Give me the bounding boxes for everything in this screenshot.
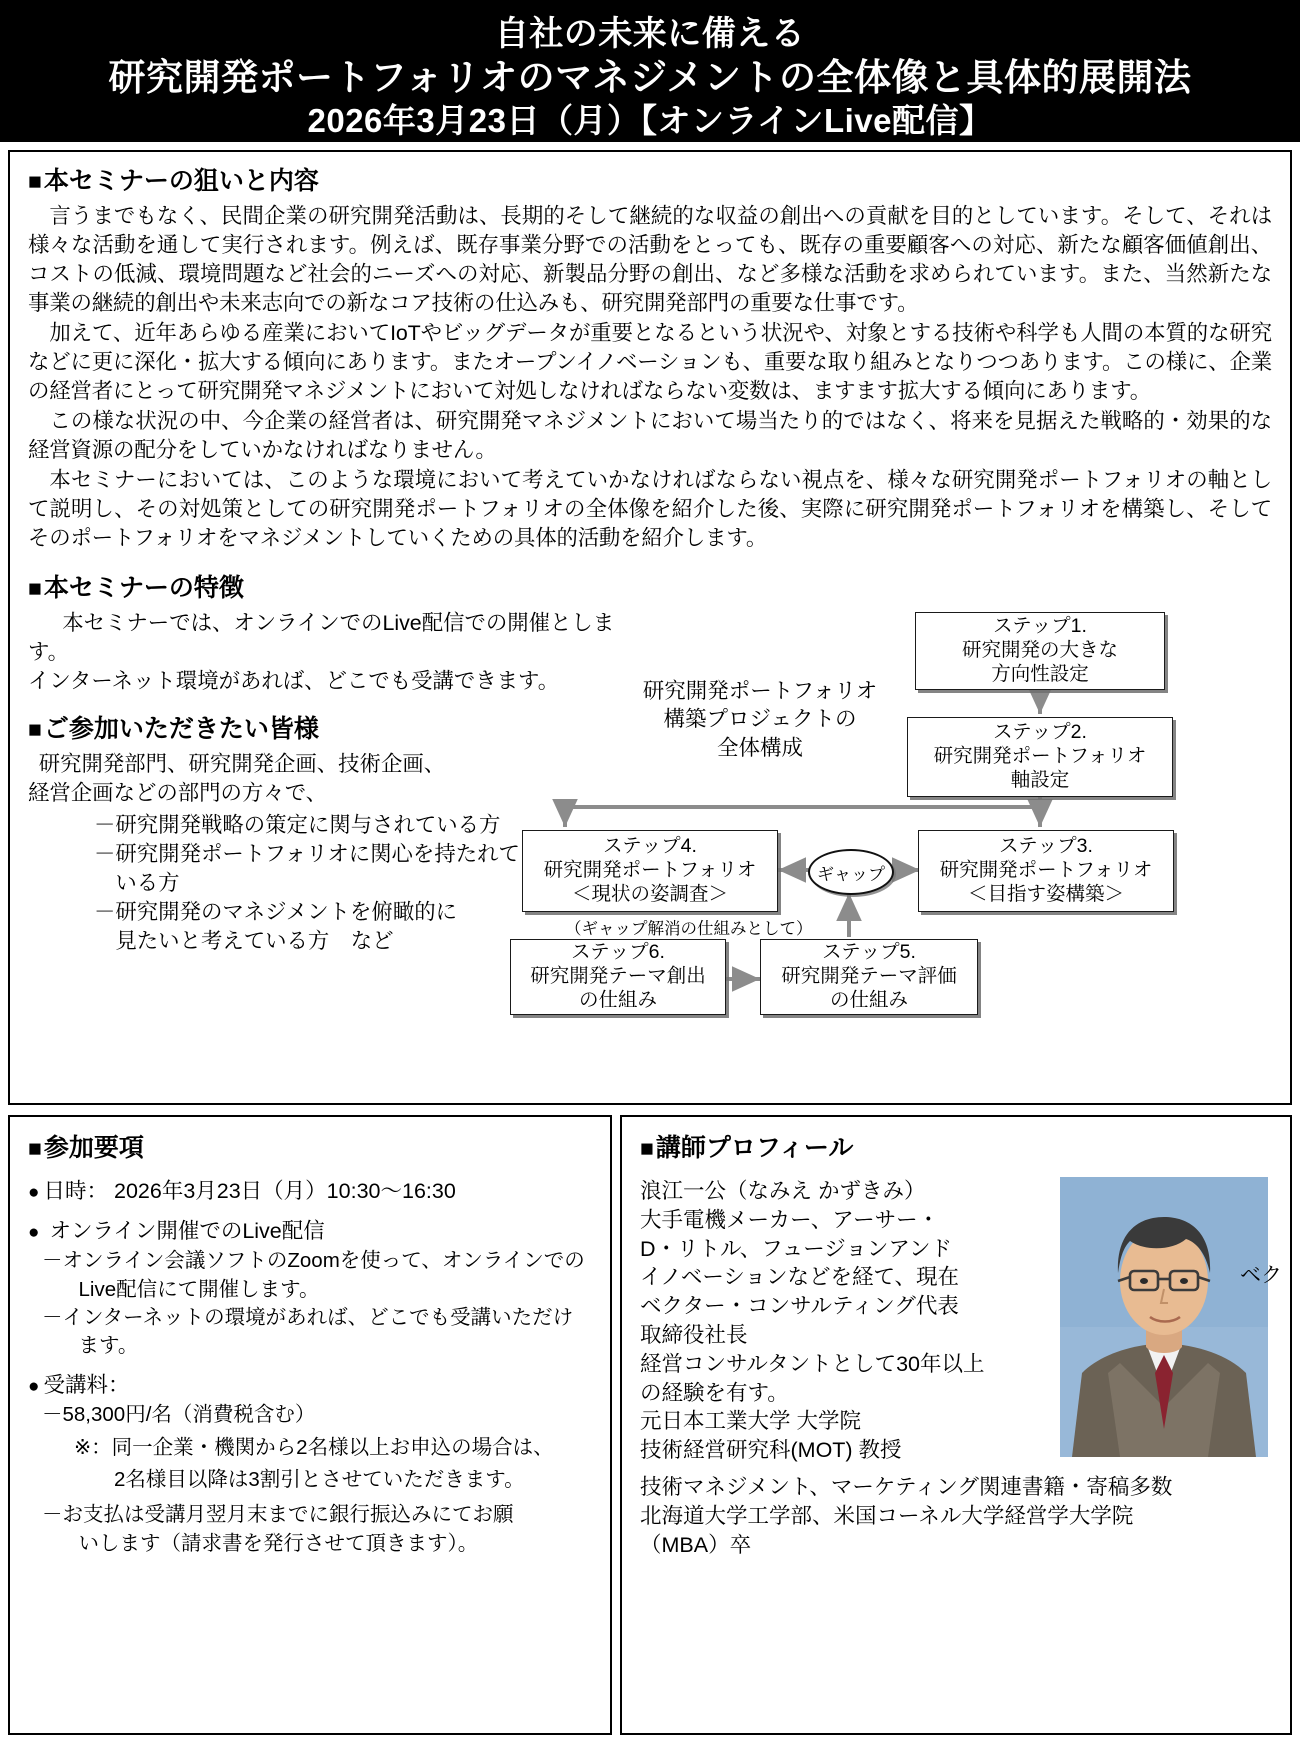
diagram-step-6-box — [510, 939, 726, 1015]
list-item: いします（請求書を発行させて頂きます）。 — [58, 1531, 479, 1555]
instructor-line: 大手電機メーカー、アーサー・ — [640, 1207, 940, 1232]
instructor-name: 浪江一公（なみえ かずきみ） — [640, 1179, 926, 1203]
step2-line-3: 軸設定 — [1010, 768, 1070, 791]
main-content-box — [8, 150, 1292, 1105]
portfolio-project-diagram — [510, 617, 1190, 1037]
aims-paragraph-1: 言うまでもなく、民間企業の研究開発活動は、長期的そして継続的な収益の創出への貢献を目的としています。そして、それは様々な活動を通して実行されます。例えば、既存事業分野での活動をとっても、既存の重要顧客への対応、新たな顧客価値創出、コストの低減、環境問題など社会的ニーズへの対応、新製品分野の創出、など多様な活動を求められています。また、当然新たな事業の継続的創出や未来志向での新なコア技術の仕込みも、研究開発部門の重要な仕事です。 — [28, 204, 1272, 315]
diagram-title-line-3: 全体構成 — [716, 735, 803, 760]
participation-fee — [28, 1371, 594, 1557]
diagram-step-4-box — [522, 830, 778, 912]
instructor-line: 取締役社長 — [640, 1322, 748, 1347]
section-heading-aims — [28, 166, 1272, 196]
aims-paragraph-4: 本セミナーにおいては、このような環境において考えていかなければならない視点を、様々な研究開発ポートフォリオの軸として説明し、その対処策としての研究開発ポートフォリオの全体像を紹介した後、実際に研究開発ポートフォリオを構築し、そしてそのポートフォリオをマネジメントしていくための具体的活動を紹介します。 — [28, 468, 1272, 550]
photo-label: ベク — [1240, 1264, 1282, 1287]
features-line-2: インターネット環境があれば、どこでも受講できます。 — [28, 669, 560, 694]
gap-note: （ギャップ解消の仕組みとして） — [565, 920, 813, 938]
list-item: －インターネットの環境があれば、どこでも受講いただけ — [42, 1305, 574, 1329]
section-heading-participation — [28, 1133, 594, 1163]
list-item: ます。 — [58, 1334, 139, 1358]
instructor-affiliation-line: 元日本工業大学 大学院 — [640, 1409, 861, 1434]
bullet-square-icon: ■ — [28, 168, 42, 194]
online-sub-list — [28, 1247, 594, 1360]
list-item: Live配信にて開催します。 — [58, 1277, 320, 1301]
list-item: －お支払は受講月翌月末までに銀行振込みにてお願 — [42, 1503, 514, 1527]
datetime-value: 2026年3月23日（月）10:30～16:30 — [113, 1179, 456, 1203]
participation-online — [28, 1217, 594, 1360]
step5-line-1: ステップ5. — [822, 941, 916, 964]
step3-line-1: ステップ3. — [999, 835, 1093, 858]
gap-label: ギャップ — [817, 864, 885, 884]
bullet-square-icon: ■ — [28, 716, 42, 743]
list-item: －研究開発ポートフォリオに関心を持たれて — [94, 841, 520, 866]
bullet-dot-icon: ● — [28, 1375, 40, 1397]
instructor-line: 北海道大学工学部、米国コーネル大学経営学大学院 — [640, 1503, 1134, 1528]
bullet-dot-icon: ● — [28, 1182, 40, 1203]
step3-line-2: 研究開発ポートフォリオ — [939, 859, 1153, 882]
section-heading-features — [28, 573, 1272, 603]
step1-line-2: 研究開発の大きな — [961, 639, 1118, 662]
banner-line-1: 自社の未来に備える — [494, 15, 806, 53]
participation-datetime — [28, 1177, 594, 1206]
bullet-square-icon: ■ — [28, 1135, 42, 1161]
section-heading-instructor — [640, 1133, 1274, 1163]
audience-lead — [28, 750, 588, 808]
instructor-line: （MBA）卒 — [640, 1532, 752, 1557]
banner-line-3: 2026年3月23日（月）【オンラインLive配信】 — [307, 101, 993, 139]
fee-note-2: 2名様目以降は3割引とさせていただきます。 — [114, 1467, 525, 1491]
instructor-line: D・リトル、フュージョンアンド — [640, 1236, 953, 1261]
list-item: －研究開発戦略の策定に関与されている方 — [94, 812, 501, 837]
step4-line-1: ステップ4. — [603, 835, 697, 858]
step3-line-3: ＜目指す姿構築＞ — [967, 882, 1124, 905]
instructor-publications — [640, 1473, 1173, 1559]
audience-lead-line-1: 研究開発部門、研究開発企画、技術企画、 — [38, 752, 446, 777]
participation-box — [8, 1115, 612, 1735]
instructor-heading-text: 講師プロフィール — [655, 1134, 854, 1162]
step1-line-3: 方向性設定 — [991, 662, 1089, 685]
bullet-square-icon: ■ — [28, 575, 42, 601]
bullet-dot-icon: ● — [28, 1222, 40, 1244]
participation-list — [28, 1177, 594, 1557]
aims-paragraph-2: 加えて、近年あらゆる産業においてIoTやビッグデータが重要となるという状況や、対象とする技術や科学も人間の本質的な研究などに更に深化・拡大する傾向にあります。またオープンイノベーションも、重要な取り組みとなりつつあります。この様に、企業の経営者にとって研究開発マネジメントにおいて対処しなければならない変数は、ますます拡大する傾向にあります。 — [28, 321, 1272, 403]
diagram-step-3-box — [918, 830, 1174, 912]
fee-sub-list — [28, 1401, 594, 1557]
instructor-box — [620, 1115, 1292, 1735]
gap-oval — [808, 849, 894, 895]
diagram-step-5-box — [760, 939, 978, 1015]
fee-note-1: ※：同一企業・機関から2名様以上お申込の場合は、 — [74, 1436, 554, 1460]
step2-line-2: 研究開発ポートフォリオ — [933, 745, 1147, 768]
audience-lead-line-2: 経営企画などの部門の方々で、 — [28, 781, 328, 806]
list-item: －オンライン会議ソフトのZoomを使って、オンラインでの — [42, 1249, 585, 1273]
step1-line-1: ステップ1. — [993, 615, 1087, 638]
instructor-photo — [1060, 1177, 1268, 1457]
participation-heading-text: 参加要項 — [43, 1134, 144, 1162]
instructor-line: 経営コンサルタントとして30年以上 — [640, 1351, 985, 1376]
instructor-line: の経験を有す。 — [640, 1380, 789, 1405]
step4-line-3: ＜現状の姿調査＞ — [571, 882, 728, 905]
step2-line-1: ステップ2. — [993, 721, 1087, 744]
step6-line-1: ステップ6. — [571, 941, 665, 964]
instructor-line: ベクター・コンサルティング代表 — [640, 1294, 959, 1319]
list-item: 見たいと考えている方 など — [94, 928, 394, 953]
banner-line-2: 研究開発ポートフォリオのマネジメントの全体像と具体的展開法 — [108, 57, 1192, 99]
step5-line-3: の仕組み — [829, 988, 908, 1011]
online-label: オンライン開催でのLive配信 — [49, 1219, 325, 1244]
instructor-portrait-illustration — [1060, 1177, 1268, 1457]
features-line-1: 本セミナーでは、オンラインでのLive配信での開催とします。 — [28, 611, 615, 665]
step5-line-2: 研究開発テーマ評価 — [781, 965, 957, 988]
diagram-title-line-1: 研究開発ポートフォリオ — [642, 679, 878, 703]
bullet-square-icon: ■ — [640, 1135, 654, 1161]
instructor-line: イノベーションなどを経て、現在 — [640, 1265, 960, 1290]
title-banner — [0, 0, 1300, 142]
step4-line-2: 研究開発ポートフォリオ — [543, 859, 757, 882]
aims-heading-text: 本セミナーの狙いと内容 — [43, 167, 319, 195]
audience-list — [28, 811, 588, 957]
list-item: －研究開発のマネジメントを俯瞰的に — [94, 899, 457, 924]
fee-label: 受講料： — [43, 1372, 130, 1397]
list-item: －58,300円/名（消費税含む） — [42, 1402, 316, 1426]
diagram-title-line-2: 構築プロジェクトの — [663, 707, 857, 732]
datetime-label: 日時： — [43, 1179, 108, 1203]
diagram-title — [620, 677, 900, 762]
list-item: いる方 — [94, 870, 180, 895]
diagram-step-1-box — [915, 612, 1165, 690]
instructor-line: 技術マネジメント、マーケティング関連書籍・寄稿多数 — [640, 1474, 1173, 1499]
step6-line-3: の仕組み — [578, 988, 657, 1011]
instructor-affiliation-line: 技術経営研究科(MOT) 教授 — [640, 1438, 902, 1463]
aims-paragraph-3: この様な状況の中、今企業の経営者は、研究開発マネジメントにおいて場当たり的ではなく、将来を見据えた戦略的・効果的な経営資源の配分をしていかなければなりません。 — [28, 409, 1272, 462]
bottom-row — [8, 1115, 1292, 1735]
instructor-details — [640, 1177, 1020, 1465]
features-heading-text: 本セミナーの特徴 — [43, 574, 244, 602]
step6-line-2: 研究開発テーマ創出 — [530, 965, 706, 988]
diagram-step-2-box — [907, 717, 1173, 797]
audience-heading-text: ご参加いただきたい皆様 — [43, 715, 319, 744]
